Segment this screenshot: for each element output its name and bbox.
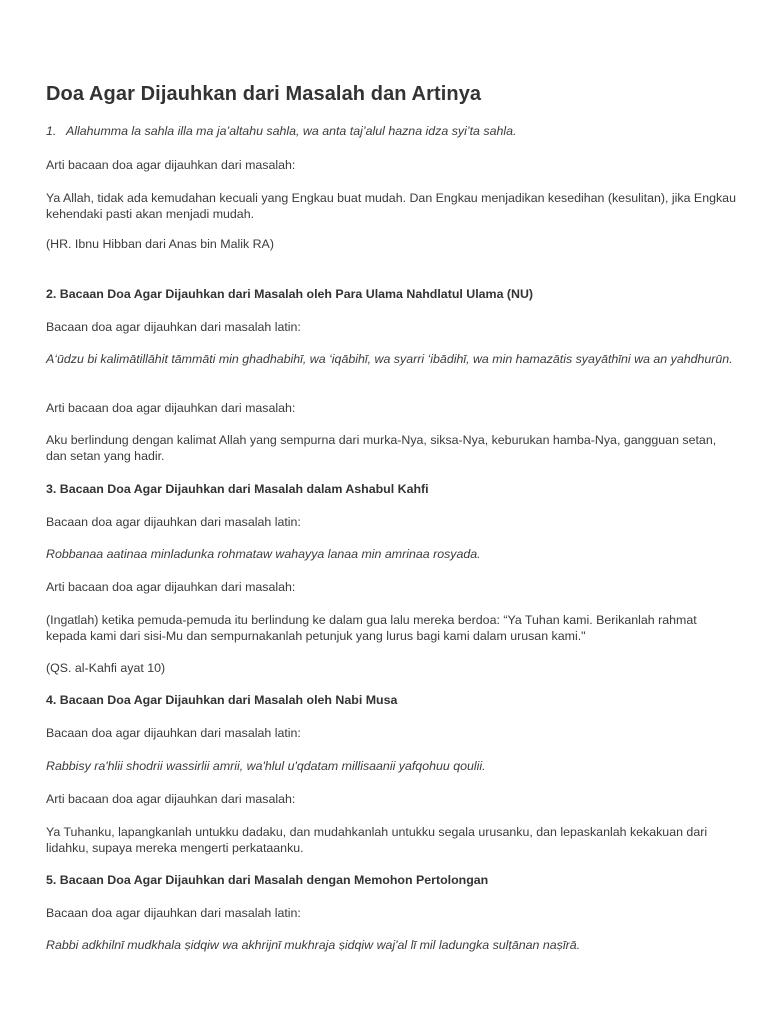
source-text: (QS. al-Kahfi ayat 10)	[46, 661, 166, 675]
arti-label: Arti bacaan doa agar dijauhkan dari masalah:	[46, 401, 296, 415]
latin-label: Bacaan doa agar dijauhkan dari masalah latin:	[46, 726, 301, 740]
list-number: 1.	[46, 124, 57, 138]
latin-label: Bacaan doa agar dijauhkan dari masalah latin:	[46, 320, 301, 334]
section-heading: 4. Bacaan Doa Agar Dijauhkan dari Masalah oleh Nabi Musa	[46, 693, 398, 707]
arti-text: Ya Tuhanku, lapangkanlah untukku dadaku, dan mudahkanlah untukku segala urusanku, dan lepaskanlah kekakuan dari lidahku, supaya mereka mengerti perkataanku.	[46, 825, 708, 855]
arti-label: Arti bacaan doa agar dijauhkan dari masalah:	[46, 158, 296, 172]
latin-text: Robbanaa aatinaa minladunka rohmataw wahayya lanaa min amrinaa rosyada.	[46, 547, 481, 561]
source-text: (HR. Ibnu Hibban dari Anas bin Malik RA)	[46, 237, 274, 251]
section-heading: 3. Bacaan Doa Agar Dijauhkan dari Masalah dalam Ashabul Kahfi	[46, 482, 429, 496]
section-heading: 5. Bacaan Doa Agar Dijauhkan dari Masalah dengan Memohon Pertolongan	[46, 873, 489, 887]
latin-text: Rabbi adkhilnī mudkhala ṣidqiw wa akhrijnī mukhraja ṣidqiw waj'al lī mil ladungka sulṭānan naṣīrā.	[46, 938, 581, 952]
latin-label: Bacaan doa agar dijauhkan dari masalah latin:	[46, 515, 301, 529]
latin-text: Rabbisy ra'hlii shodrii wassirlii amrii, wa'hlul u'qdatam millisaanii yafqohuu qoulii.	[46, 759, 486, 773]
page-title: Doa Agar Dijauhkan dari Masalah dan Artinya	[46, 83, 482, 105]
list-item-1	[46, 123, 736, 139]
section-heading: 2. Bacaan Doa Agar Dijauhkan dari Masalah oleh Para Ulama Nahdlatul Ulama (NU)	[46, 287, 534, 301]
arti-text: Ya Allah, tidak ada kemudahan kecuali yang Engkau buat mudah. Dan Engkau menjadikan kesedihan (kesulitan), jika Engkau kehendaki pasti akan menjadi mudah.	[46, 191, 736, 221]
arti-label: Arti bacaan doa agar dijauhkan dari masalah:	[46, 580, 296, 594]
arti-text: (Ingatlah) ketika pemuda-pemuda itu berlindung ke dalam gua lalu mereka berdoa: “Ya Tuhan kami. Berikanlah rahmat kepada kami dari sisi-Mu dan sempurnakanlah petunjuk yang lurus bagi kami dalam urusan kami."	[46, 613, 697, 643]
arti-text: Aku berlindung dengan kalimat Allah yang sempurna dari murka-Nya, siksa-Nya, keburukan hamba-Nya, gangguan setan, dan setan yang hadir.	[46, 433, 717, 463]
latin-text: A‘ūdzu bi kalimātillāhit tāmmāti min ghadhabihī, wa ‘iqābihī, wa syarri ‘ibādihī, wa min hamazātis syayāthīni wa an yahdhurūn.	[46, 352, 733, 366]
arti-label: Arti bacaan doa agar dijauhkan dari masalah:	[46, 792, 296, 806]
latin-label: Bacaan doa agar dijauhkan dari masalah latin:	[46, 906, 301, 920]
latin-text: Allahumma la sahla illa ma ja’altahu sahla, wa anta taj’alul hazna idza syi’ta sahla.	[66, 124, 517, 138]
